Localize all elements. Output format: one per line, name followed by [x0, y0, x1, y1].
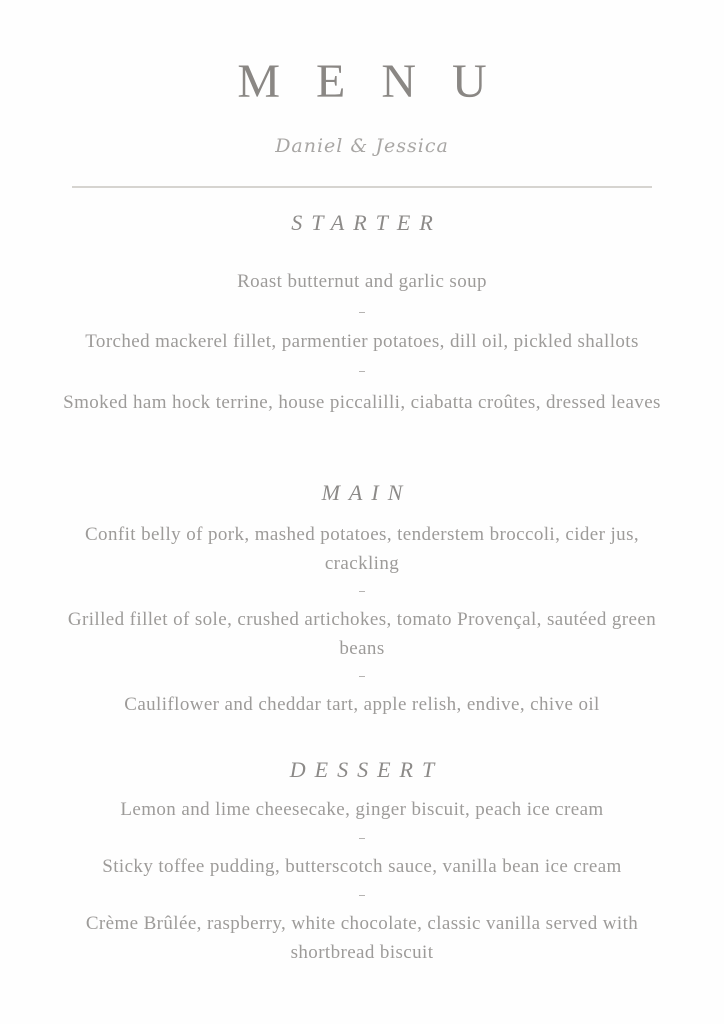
item-separator: [0, 312, 724, 322]
dash-icon: [359, 838, 365, 839]
header-divider: [72, 186, 652, 188]
dash-icon: [359, 312, 365, 313]
item-separator: [0, 591, 724, 601]
menu-item: Grilled fillet of sole, crushed artichokes, tomato Provençal, sautéed green beans: [67, 609, 657, 659]
menu-item: Sticky toffee pudding, butterscotch sauce, vanilla bean ice cream: [102, 856, 622, 877]
menu-item: Lemon and lime cheesecake, ginger biscuit, peach ice cream: [120, 799, 604, 820]
item-separator: [0, 676, 724, 686]
section-heading-dessert: DESSERT: [289, 757, 444, 782]
dash-icon: [359, 676, 365, 677]
menu-item: Crème Brûlée, raspberry, white chocolate, classic vanilla served with shortbread biscuit: [85, 913, 639, 963]
item-separator: [0, 895, 724, 905]
item-separator: [0, 838, 724, 848]
couple-names: Daniel & Jessica: [275, 135, 449, 157]
menu-title: MENU: [237, 55, 523, 108]
menu-item: Confit belly of pork, mashed potatoes, tenderstem broccoli, cider jus, crackling: [84, 524, 640, 574]
dash-icon: [359, 371, 365, 372]
section-heading-main: MAIN: [321, 480, 412, 505]
item-separator: [0, 371, 724, 381]
menu-item: Roast butternut and garlic soup: [237, 271, 487, 292]
section-heading-starter: STARTER: [291, 210, 442, 235]
menu-item: Cauliflower and cheddar tart, apple relish, endive, chive oil: [124, 694, 600, 715]
menu-item: Torched mackerel fillet, parmentier potatoes, dill oil, pickled shallots: [85, 331, 639, 352]
menu-item: Smoked ham hock terrine, house piccalilli, ciabatta croûtes, dressed leaves: [63, 392, 661, 413]
dash-icon: [359, 895, 365, 896]
dash-icon: [359, 591, 365, 592]
